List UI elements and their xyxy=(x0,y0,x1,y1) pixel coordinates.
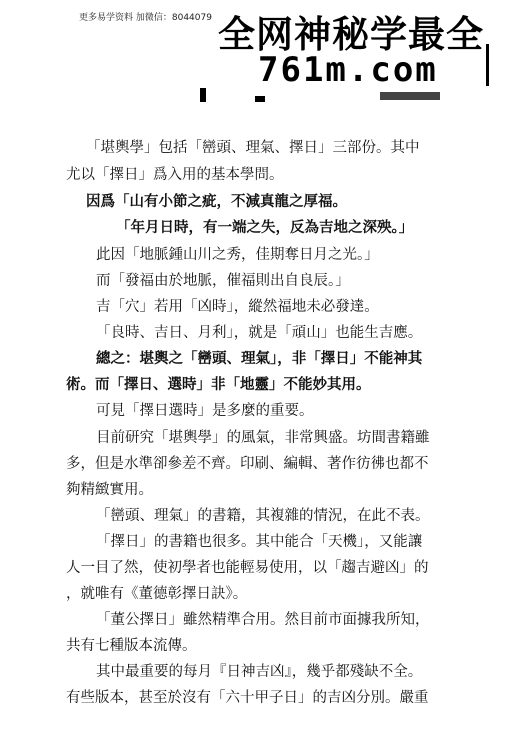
obscured-heading-fragment xyxy=(380,92,440,100)
text-line: 共有七種版本流傳。 xyxy=(66,638,197,654)
text-line: 而「發福由於地脈，催福則出自良辰。」 xyxy=(96,273,350,289)
text-line: 有些版本，甚至於沒有「六十甲子日」的吉凶分別。嚴重 xyxy=(66,690,429,706)
text-line: 「董公擇日」雖然精準合用。然目前市面據我所知， xyxy=(96,612,430,628)
top-note: 更多易学资料 加微信：8044079 xyxy=(79,13,212,23)
text-line: 多，但是水準卻參差不齊。印刷、編輯、著作彷彿也都不 xyxy=(66,456,429,472)
text-line: 總之：堪輿之「巒頭、理氣」，非「擇日」不能神其 xyxy=(96,351,423,367)
text-line: 因爲「山有小節之疵，不減真龍之厚福。 xyxy=(86,194,347,210)
text-line: 吉「穴」若用「凶時」，縱然福地未必發達。 xyxy=(96,299,379,315)
text-line: 「良時、吉日、月利」，就是「頑山」也能生吉應。 xyxy=(96,325,423,341)
text-line: 夠精緻實用。 xyxy=(66,482,153,498)
text-line: 「年月日時，有一端之失，反為吉地之深殃。」 xyxy=(116,220,414,236)
text-line: 尤以「擇日」爲入用的基本學問。 xyxy=(66,167,284,183)
text-line: ，就唯有《董德彰擇日訣》。 xyxy=(66,586,248,602)
text-line: 「堪輿學」包括「巒頭、理氣、擇日」三部份。其中 xyxy=(86,140,420,156)
text-line: 術。而「擇日、選時」非「地靈」不能妙其用。 xyxy=(66,377,371,393)
text-line: 此因「地脈鍾山川之秀，佳期奪日月之光。」 xyxy=(96,247,379,263)
obscured-heading-fragment xyxy=(255,96,265,102)
watermark-bar xyxy=(486,44,489,86)
text-line: 「巒頭、理氣」的書籍，其複雜的情況，在此不表。 xyxy=(96,508,430,524)
text-line: 可見「擇日選時」是多麼的重要。 xyxy=(96,403,314,419)
text-line: 其中最重要的每月『日神吉凶』，幾乎都殘缺不全。 xyxy=(96,664,423,680)
text-line: 目前研究「堪輿學」的風氣，非常興盛。坊間書籍雖 xyxy=(96,430,430,446)
watermark-url: 761m.com xyxy=(258,50,438,90)
obscured-heading-fragment xyxy=(200,88,206,102)
text-line: 人一目了然，使初學者也能輕易使用，以「趨吉避凶」的 xyxy=(66,560,429,576)
watermark-title: 全网神秘学最全 xyxy=(218,13,484,56)
text-line: 「擇日」的書籍也很多。其中能合「天機」，又能讓 xyxy=(96,534,423,550)
